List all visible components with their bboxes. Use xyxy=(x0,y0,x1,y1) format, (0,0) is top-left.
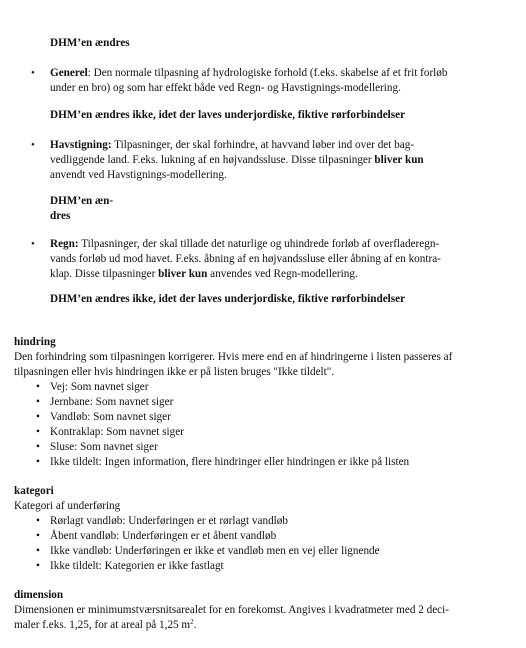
havstigning-line1 xyxy=(50,138,470,153)
list-item xyxy=(36,410,171,425)
dimension-desc-line2-end: . xyxy=(193,619,197,631)
heading-dhm-ikke-aendres: DHM’en ændres ikke, idet der laves underjordiske, fiktive rørforbindelser xyxy=(50,109,406,121)
list-item xyxy=(36,514,288,529)
bullet-icon: • xyxy=(36,560,40,572)
list-item-text: Ikke tildelt: Ingen information, flere hindringer eller hindringen er ikke på listen xyxy=(50,456,410,468)
hindring-desc-line2: tilpasningen eller hvis hindringen ikke er på listen bruges "Ikke tildelt". xyxy=(14,366,335,378)
list-item xyxy=(36,559,224,574)
section-title-kategori: kategori xyxy=(14,485,54,497)
item-generel xyxy=(50,66,470,96)
list-item xyxy=(36,425,184,440)
regn-line3 xyxy=(50,267,470,282)
section-title-dimension: dimension xyxy=(14,589,64,601)
list-item xyxy=(36,440,158,455)
regn-text-2: vands forløb ud mod havet. F.eks. åbning af en højvandssluse eller åbning af en kontra- xyxy=(50,253,441,265)
bullet-icon: • xyxy=(36,426,40,438)
list-item-text: Ikke tildelt: Kategorien er ikke fastlagt xyxy=(50,560,224,572)
bullet-icon: • xyxy=(36,545,40,557)
hindring-description xyxy=(14,350,494,380)
havstigning-text-3: anvendt ved Havstignings-modellering. xyxy=(50,169,227,181)
heading-dhm-aendres: DHM’en ændres xyxy=(50,37,130,49)
regn-text-3a: klap. Disse tilpasninger xyxy=(50,268,156,280)
bullet-icon: • xyxy=(31,139,35,151)
list-item-text: Kontraklap: Som navnet siger xyxy=(50,426,184,438)
list-item-text: Sluse: Som navnet siger xyxy=(50,441,158,453)
list-item-text: Vandløb: Som navnet siger xyxy=(50,411,171,423)
item-generel-line1: Generel: Den normale tilpasning af hydrologiske forhold (f.eks. skabelse af et frit forløb xyxy=(50,67,448,79)
generel-text-1: Den normale tilpasning af hydrologiske forhold (f.eks. skabelse af et frit forløb xyxy=(93,67,448,79)
regn-text-3b: anvendes ved Regn-modellering. xyxy=(210,268,358,280)
havstigning-line2 xyxy=(50,153,470,168)
term-regn: Regn: xyxy=(50,238,79,250)
heading-dhm-ikke-aendres-2: DHM’en ændres ikke, idet der laves underjordiske, fiktive rørforbindelser xyxy=(50,293,406,305)
term-generel: Generel xyxy=(50,67,88,79)
heading-dhm-aendres-2-line2: dres xyxy=(50,210,71,222)
bullet-icon: • xyxy=(36,396,40,408)
list-item-text: Ikke vandløb: Underføringen er ikke et vandløb men en vej eller lignende xyxy=(50,545,380,557)
dimension-desc-line1: Dimensionen er minimumstværsnitsarealet for en forekomst. Angives i kvadratmeter med 2 deci- xyxy=(14,604,449,616)
kategori-description: Kategori af underføring xyxy=(14,500,121,512)
list-item xyxy=(36,395,173,410)
havstigning-bold: bliver kun xyxy=(374,154,424,166)
superscript: 2 xyxy=(190,618,194,626)
havstigning-text-1: Tilpasninger, der skal forhindre, at havvand løber ind over det bag- xyxy=(114,139,415,151)
havstigning-text-2: vedliggende land. F.eks. lukning af en højvandssluse. Disse tilpasninger xyxy=(50,154,372,166)
bullet-icon: • xyxy=(31,238,35,250)
regn-bold: bliver kun xyxy=(158,268,208,280)
list-item-text: Rørlagt vandløb: Underføringen er et rørlagt vandløb xyxy=(50,515,288,527)
bullet-icon: • xyxy=(36,411,40,423)
bullet-icon: • xyxy=(31,67,35,79)
dimension-desc-line2-text: maler f.eks. 1,25, for at areal på 1,25 m xyxy=(14,619,191,631)
list-item-text: Jernbane: Som navnet siger xyxy=(50,396,174,408)
list-item xyxy=(36,380,149,395)
heading-dhm-aendres-2-line1: DHM’en æn- xyxy=(50,195,114,207)
section-title-hindring: hindring xyxy=(14,336,56,348)
list-item xyxy=(36,544,380,559)
term-havstigning: Havstigning: xyxy=(50,139,112,151)
heading-dhm-aendres-2 xyxy=(50,194,113,224)
generel-text-2: under en bro) og som har effekt både ved Regn- og Havstignings-modellering. xyxy=(50,82,401,94)
bullet-icon: • xyxy=(36,530,40,542)
regn-line1 xyxy=(50,237,470,252)
list-item-text: Vej: Som navnet siger xyxy=(50,381,149,393)
dimension-desc-line2 xyxy=(14,618,514,633)
bullet-icon: • xyxy=(36,515,40,527)
dimension-description xyxy=(14,603,514,633)
item-havstigning xyxy=(50,138,470,183)
list-item xyxy=(36,455,409,470)
bullet-icon: • xyxy=(36,456,40,468)
item-regn xyxy=(50,237,470,282)
bullet-icon: • xyxy=(36,441,40,453)
list-item xyxy=(36,529,276,544)
list-item-text: Åbent vandløb: Underføringen er et åbent vandløb xyxy=(50,530,277,542)
hindring-desc-line1: Den forhindring som tilpasningen korrigerer. Hvis mere end en af hindringerne i listen passeres af xyxy=(14,351,453,363)
bullet-icon: • xyxy=(36,381,40,393)
regn-text-1: Tilpasninger, der skal tillade det naturlige og uhindrede forløb af overfladeregn- xyxy=(81,238,440,250)
